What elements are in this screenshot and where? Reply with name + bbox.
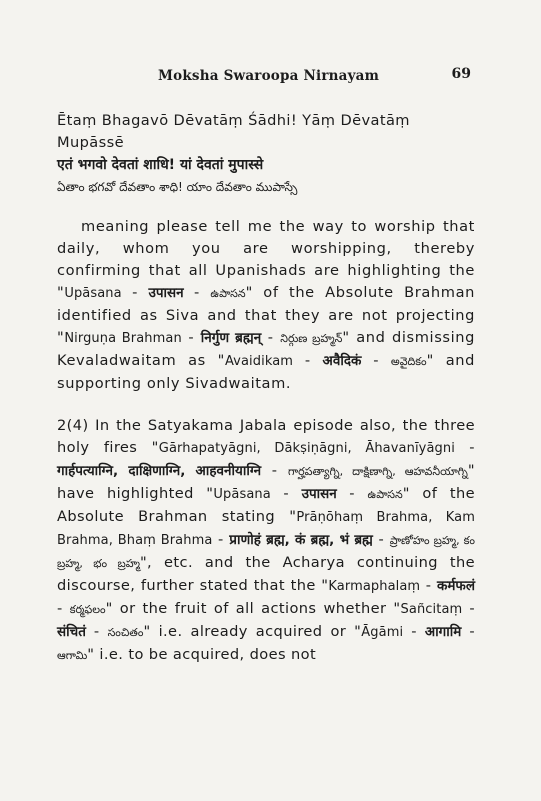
dash: - — [336, 485, 368, 502]
term-upasana-roman: Upāsana — [64, 286, 122, 301]
body-text — [57, 110, 475, 667]
term-upasana-devanagari: उपासन — [148, 285, 184, 301]
verse-roman-line2: Mupāssē — [57, 134, 125, 151]
term-agami-roman: Āgāmi — [361, 625, 404, 640]
term-upasana-roman: Upāsana — [213, 487, 271, 502]
verse-devanagari: एतं भगवो देवतां शाधि! यां देवतां मुपास्से — [57, 157, 264, 173]
para2-text-4: ", etc. and the Acharya continuing the discourse, further stated that the " — [57, 554, 475, 594]
para1-text-1: meaning please tell me the way to worship that daily, whom you are worshipping, thereby confirming that all Upanishads are highlighting the " — [57, 218, 475, 301]
term-karmaphalam-telugu: కర్మఫలం — [69, 603, 106, 616]
para1-text-4: " and supporting only Sivadwaitam. — [57, 352, 475, 392]
term-fires-roman: Gārhapatyāgni, Dākṣiṇāgni, Āhavanīyāgni — [158, 441, 455, 456]
verse-block — [57, 110, 475, 198]
verse-roman-line1: Ētaṃ Bhagavō Dēvatāṃ Śādhi! Yāṃ Dēvatāṃ — [57, 112, 410, 129]
term-prano-telugu: ప్రాణోహం బ్రహ్మ, కం బ్రహ్మ, భం బ్రహ్మ — [57, 534, 475, 570]
term-avaidikam-roman: Avaidikam — [224, 354, 294, 369]
dash: - — [212, 531, 230, 548]
dash: - — [261, 462, 288, 479]
term-sancitam-telugu: సంచితం — [107, 626, 144, 639]
dash: - — [57, 600, 70, 617]
term-sancitam-roman: Sañcitaṃ — [400, 602, 463, 617]
dash: - — [183, 284, 211, 301]
dash: - — [454, 439, 475, 456]
dash: - — [462, 600, 475, 617]
para2-text-1: 2(4) In the Satyakama Jabala episode also, the three holy fires " — [57, 417, 475, 456]
page-header — [0, 64, 541, 86]
para1-text-3: " and dismissing Kevaladwaitam as " — [57, 329, 475, 369]
term-upasana-telugu: ఉపాసన — [367, 488, 403, 501]
term-prano-roman: Prāṇōhaṃ Brahma, Kam Brahma, Bhaṃ Brahma — [57, 510, 476, 548]
dash: - — [121, 284, 149, 301]
dash: - — [270, 485, 302, 502]
page-number: 69 — [451, 66, 471, 82]
term-prano-devanagari: प्राणोहं ब्रह्म, कं ब्रह्म, भं ब्रह्म — [229, 532, 373, 548]
term-fires-devanagari: गार्हपत्याग्नि, दाक्षिणाग्नि, आहवनीयाग्नि — [57, 463, 262, 479]
term-agami-devanagari: आगामि — [424, 624, 462, 640]
dash: - — [85, 623, 108, 640]
dash: - — [181, 329, 201, 346]
term-nirguna-devanagari: निर्गुण ब्रह्मन् — [200, 330, 262, 346]
paragraph-satyakama — [57, 415, 475, 667]
para2-text-7: " i.e. to be acquired, does not — [87, 646, 317, 663]
dash: - — [461, 623, 476, 640]
term-avaidikam-devanagari: अवैदिकं — [322, 353, 362, 369]
dash: - — [361, 352, 391, 369]
term-upasana-devanagari: उपासन — [301, 486, 337, 502]
term-karmaphalam-roman: Karmaphalaṃ — [328, 579, 421, 594]
term-karmaphalam-devanagari: कर्मफलं — [436, 578, 475, 594]
para2-text-3: " of the Absolute Brahman stating " — [57, 485, 475, 525]
term-nirguna-telugu: నిర్గుణ బ్రహ్మన్ — [280, 332, 343, 345]
dash: - — [420, 577, 437, 594]
term-upasana-telugu: ఉపాసన — [210, 287, 246, 300]
dash: - — [372, 531, 390, 548]
term-sancitam-devanagari: संचितं — [57, 624, 86, 640]
term-nirguna-roman: Nirguṇa Brahman — [64, 331, 182, 346]
term-avaidikam-telugu: అవైదికం — [390, 355, 427, 368]
term-fires-telugu: గార్హపత్యాగ్ని, దాక్షిణాగ్ని, ఆహవనీయాగ్ని — [287, 465, 468, 478]
dash: - — [403, 623, 425, 640]
para2-text-5: " or the fruit of all actions whether " — [105, 600, 401, 617]
para1-text-2: " of the Absolute Brahman identified as Siva and that they are not projecting " — [57, 284, 475, 346]
dash: - — [293, 352, 323, 369]
dash: - — [261, 329, 281, 346]
running-title: Moksha Swaroopa Nirnayam — [158, 68, 380, 84]
para2-text-6: " i.e. already acquired or " — [143, 623, 362, 640]
paragraph-meaning — [57, 216, 475, 395]
verse-telugu: ఏతాం భగవో దేవతాం శాధి! యాం దేవతాం ముపాస్సే — [57, 180, 298, 194]
para2-text-2: " have highlighted " — [57, 462, 475, 502]
term-agami-telugu: ఆగామి — [57, 649, 88, 662]
